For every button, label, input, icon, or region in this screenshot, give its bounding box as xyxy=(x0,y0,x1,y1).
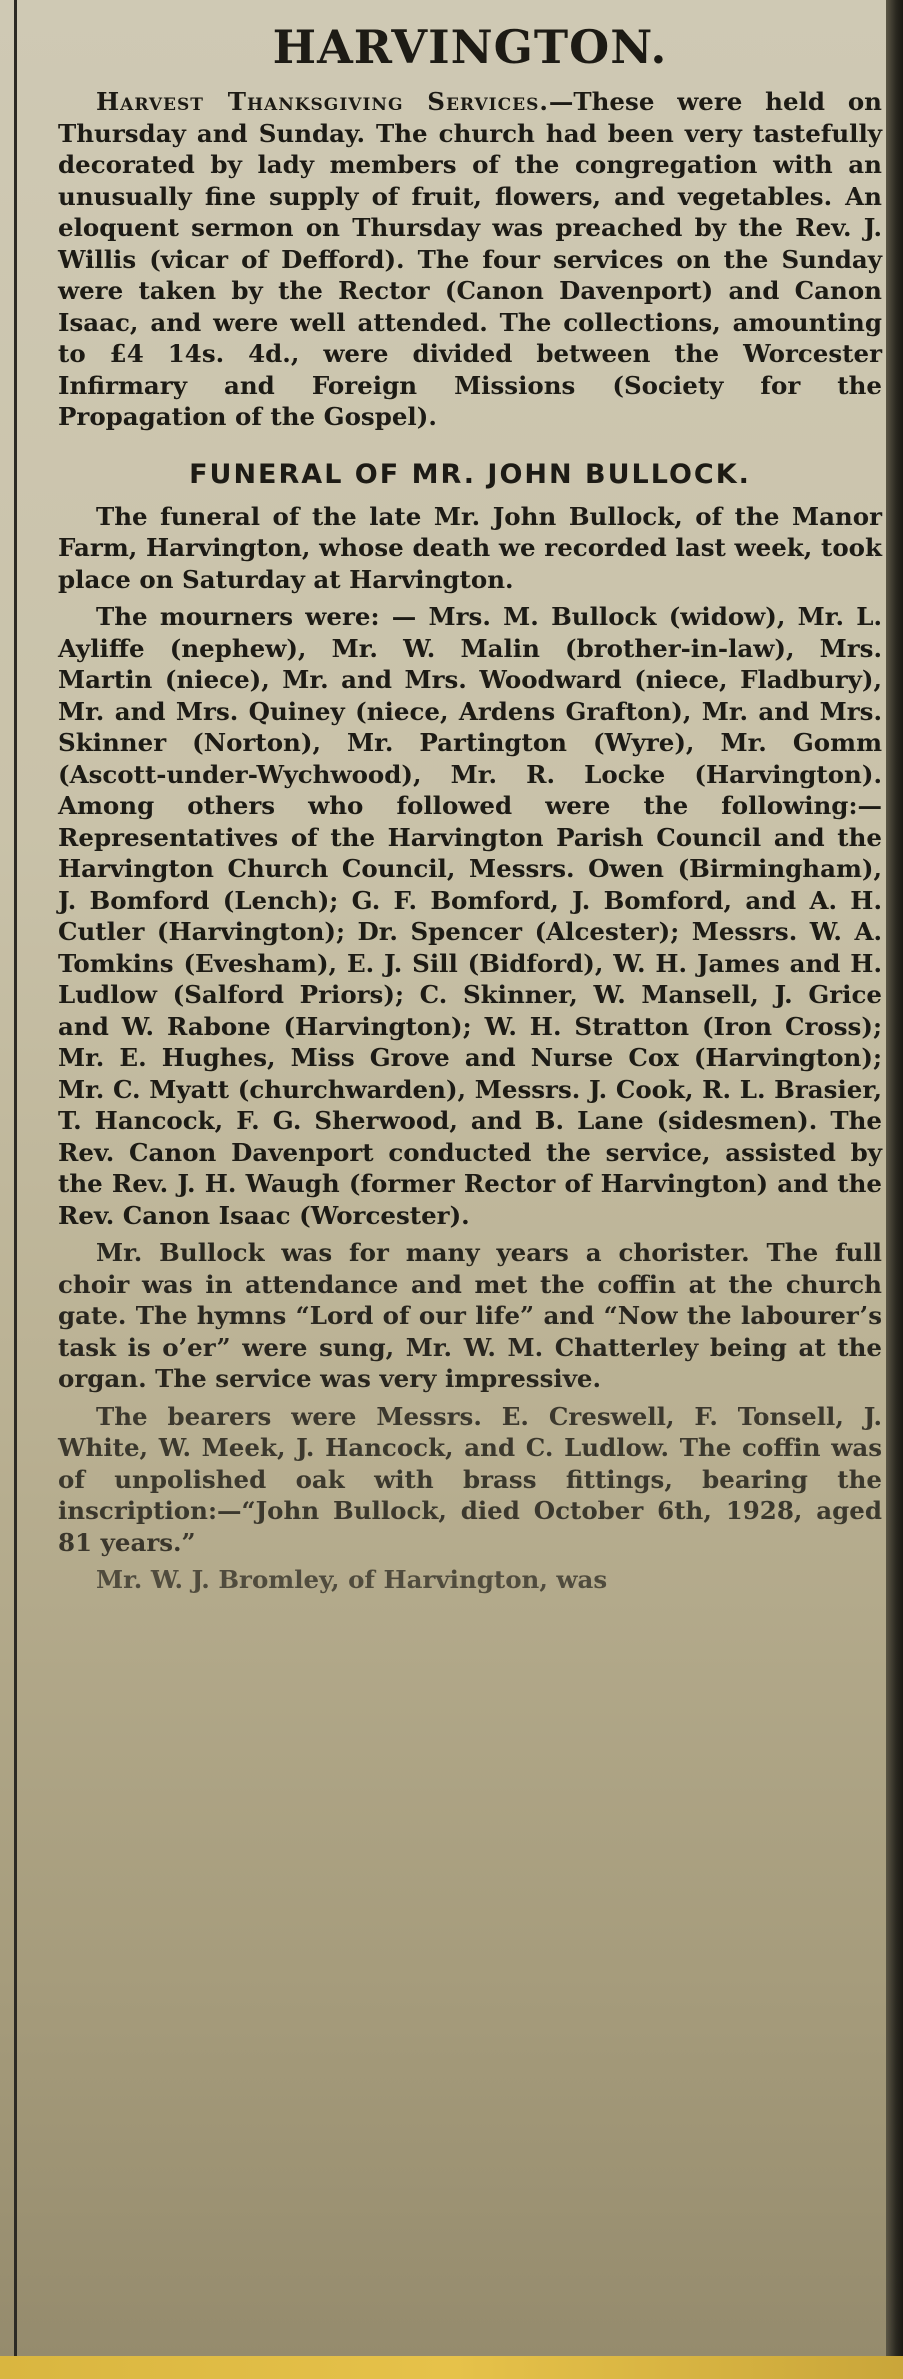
column-rule-left xyxy=(14,0,17,2379)
background-strip xyxy=(0,2356,903,2379)
harvest-lead-in: Harvest Thanksgiving Services. xyxy=(96,87,549,116)
funeral-paragraph-2: The mourners were: — Mrs. M. Bullock (widow), Mr. L. Ayliffe (nephew), Mr. W. Malin (brother-in-law), Mrs. Martin (niece), Mr. and Mrs. Woodward (niece, Fladbury), Mr. and Mrs. Quiney (niece, Ardens Grafton), Mr. and Mrs. Skinner (Norton), Mr. Partington (Wyre), Mr. Gomm (Ascott-under-Wychwood), Mr. R. Locke (Harvington). Among others who followed were the following:—Representatives of the Harvington Parish Council and the Harvington Church Council, Messrs. Owen (Birmingham), J. Bomford (Lench); G. F. Bomford, J. Bomford, and A. H. Cutler (Harvington); Dr. Spencer (Alcester); Messrs. W. A. Tomkins (Evesham), E. J. Sill (Bidford), W. H. James and H. Ludlow (Salford Priors); C. Skinner, W. Mansell, J. Grice and W. Rabone (Harvington); W. H. Stratton (Iron Cross); Mr. E. Hughes, Miss Grove and Nurse Cox (Harvington); Mr. C. Myatt (churchwarden), Messrs. J. Cook, R. L. Brasier, T. Hancock, F. G. Sherwood, and B. Lane (sidesmen). The Rev. Canon Davenport conducted the service, assisted by the Rev. J. H. Waugh (former Rector of Harvington) and the Rev. Canon Isaac (Worcester). xyxy=(58,602,882,1230)
page-edge-right xyxy=(886,0,903,2379)
funeral-subhead: FUNERAL OF MR. JOHN BULLOCK. xyxy=(189,458,751,490)
funeral-paragraph-4: The bearers were Messrs. E. Creswell, F. Tonsell, J. White, W. Meek, J. Hancock, and C. Ludlow. The coffin was of unpolished oak with brass fittings, bearing the inscription:—“John Bullock, died October 6th, 1928, aged 81 years.” xyxy=(58,1401,882,1557)
funeral-paragraph-1: The funeral of the late Mr. John Bullock, of the Manor Farm, Harvington, whose death we recorded last week, took place on Saturday at Harvington. xyxy=(58,501,882,594)
harvest-paragraph xyxy=(58,86,882,433)
harvest-body: —These were held on Thursday and Sunday. The church had been very tastefully decorated by lady members of the congregation with an unusually fine supply of fruit, flowers, and vegetables. An eloquent sermon on Thursday was preached by the Rev. J. Willis (vicar of Defford). The four services on the Sunday were taken by the Rector (Canon Davenport) and Canon Isaac, and were well attended. The collections, amounting to £4 14s. 4d., were divided between the Worcester Infirmary and Foreign Missions (Society for the Propagation of the Gospel). xyxy=(58,87,882,431)
article-headline: HARVINGTON. xyxy=(272,20,668,74)
article-column xyxy=(58,18,882,1596)
funeral-paragraph-3: Mr. Bullock was for many years a chorister. The full choir was in attendance and met the coffin at the church gate. The hymns “Lord of our life” and “Now the labourer’s task is o’er” were sung, Mr. W. M. Chatterley being at the organ. The service was very impressive. xyxy=(58,1238,882,1393)
funeral-paragraph-5: Mr. W. J. Bromley, of Harvington, was xyxy=(96,1565,608,1594)
